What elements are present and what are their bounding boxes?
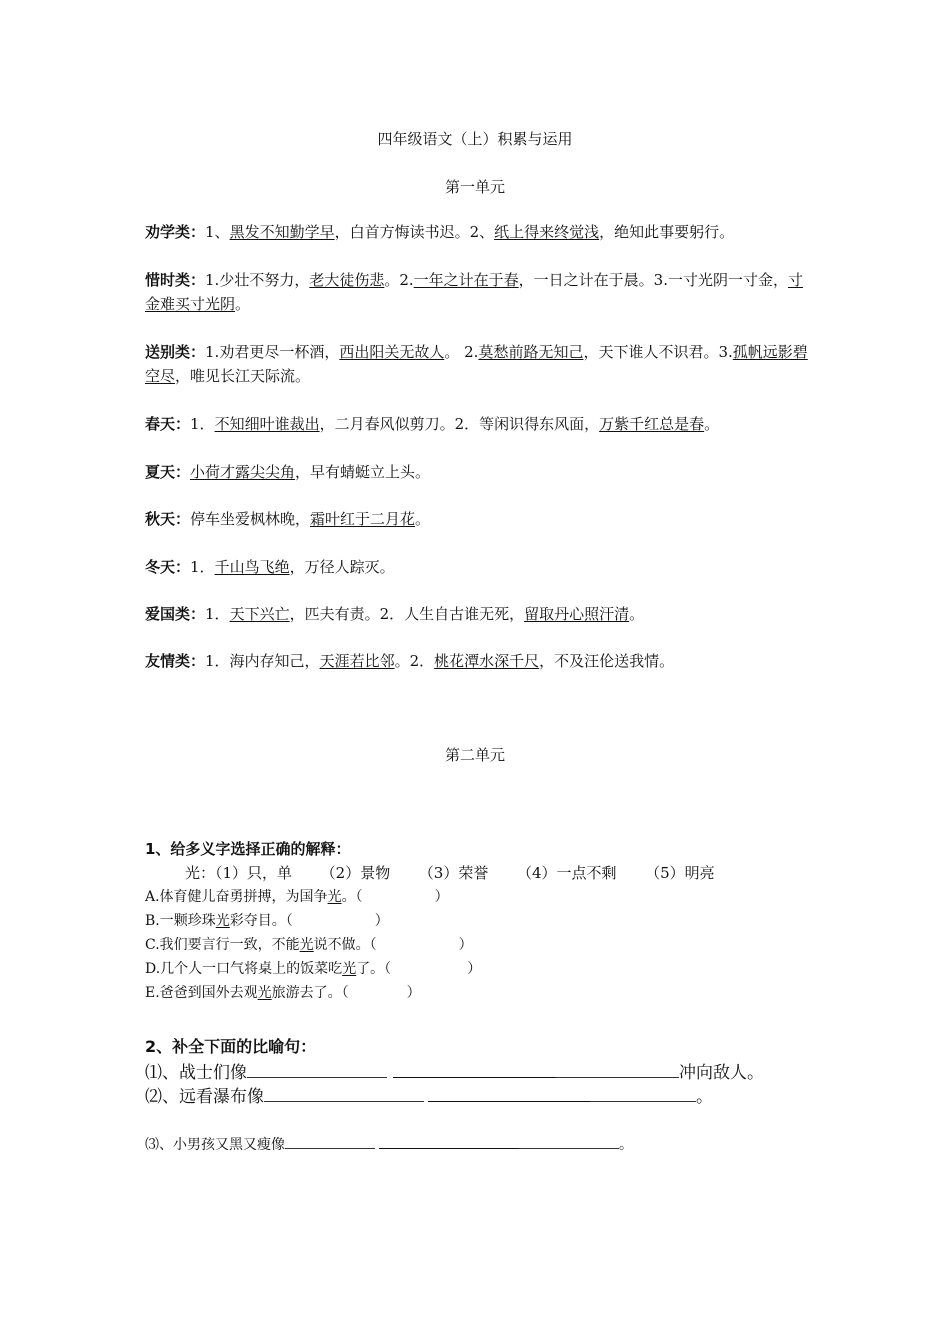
underlined-verse: 霜叶红于二月花 [310,510,416,528]
underlined-verse: 天下兴亡 [229,605,290,623]
fill-in-line[interactable] [264,1087,424,1102]
simile-ending: 。 [696,1087,713,1107]
item-text-tail: 说不做。（ [313,937,377,953]
fill-in-line[interactable] [285,1134,375,1149]
poem-category-label: 爱国类： [145,605,206,623]
key-character: 光 [215,913,230,929]
poem-category-label: 春天： [145,415,191,433]
item-text: D.几个人一口气将桌上的饭菜吃 [145,961,343,977]
verse-text: 1.劝君更尽一杯酒， [205,343,340,361]
poem-row [145,507,810,531]
poem-row [145,460,810,484]
verse-text: ，绝知此事要躬行。 [599,223,735,241]
key-character: 光 [342,961,357,977]
verse-text: 。 [629,605,645,623]
simile-item [145,1058,764,1083]
item-text: C.我们要言行一致，不能 [145,937,300,953]
underlined-verse: 寸金难买寸光阴 [145,271,804,313]
poem-row [145,602,810,626]
poem-row [145,340,810,388]
simile-item [145,1082,713,1107]
underlined-verse: 万紫千红总是春 [599,415,705,433]
underlined-verse: 莫愁前路无知己 [478,343,584,361]
poem-row [145,649,810,673]
fill-in-line[interactable] [247,1063,387,1078]
item-text: A.体育健儿奋勇拼搏，为国争 [145,889,328,905]
poem-category-label: 秋天： [145,510,191,528]
underlined-verse: 纸上得来终觉浅 [494,223,600,241]
verse-text: ，匹夫有责。2．人生自古谁无死， [289,605,525,623]
verse-text: 1.少壮不努力， [205,271,310,289]
fill-in-line[interactable] [519,1134,619,1149]
underlined-verse: 千山鸟飞绝 [214,558,290,576]
verse-text: 。 [704,415,720,433]
poem-category-label: 冬天： [145,558,191,576]
question1-item [145,958,481,980]
fill-in-line[interactable] [428,1087,590,1102]
item-text-tail: 彩夺目。（ [229,913,293,929]
item-text: B.一颗珍珠 [145,913,216,929]
simile-item [145,1134,633,1154]
key-character: 光 [299,937,314,953]
poem-category-label: 友情类： [145,652,206,670]
verse-text: 1．海内存知己， [205,652,320,670]
verse-text: 。2． [394,652,435,670]
fill-in-line[interactable] [379,1134,519,1149]
simile-prompt: ⑵、远看瀑布像 [145,1087,264,1107]
question1-item [145,982,421,1004]
closing-paren: ） [406,985,421,1001]
question1-item [145,886,449,908]
fill-in-line[interactable] [393,1063,555,1078]
underlined-verse: 西出阳关无故人 [339,343,445,361]
poem-category-label: 劝学类： [145,223,206,241]
underlined-verse: 一年之计在于春 [413,271,519,289]
verse-text: 。 2. [444,343,479,361]
poem-category-label: 夏天： [145,463,191,481]
simile-ending: 。 [619,1137,633,1153]
poem-row [145,268,810,316]
verse-text: ，不及汪伦送我情。 [539,652,675,670]
question1-options: 光：（1）只，单 （2）景物 （3）荣誉 （4）一点不剩 （5）明亮 [185,864,715,882]
underlined-verse: 不知细叶谁裁出 [214,415,320,433]
unit2-heading: 第二单元 [444,746,505,764]
verse-text: 1． [190,415,215,433]
underlined-verse: 天涯若比邻 [319,652,395,670]
verse-text: 停车坐爱枫林晚， [190,510,311,528]
verse-text: ，万径人踪灭。 [289,558,395,576]
verse-text: 。2. [384,271,414,289]
poem-category-label: 惜时类： [145,271,206,289]
closing-paren: ） [374,913,389,929]
verse-text: 1． [205,605,230,623]
question1-title: 1、给多义字选择正确的解释： [145,840,351,858]
simile-ending: 冲向敌人。 [679,1063,764,1083]
verse-text: 。 [415,510,431,528]
item-text-tail: 旅游去了。（ [271,985,349,1001]
closing-paren: ） [467,961,482,977]
underlined-verse: 老大徒伤悲 [309,271,385,289]
question2-title: 2、补全下面的比喻句： [145,1037,317,1056]
question1-item [145,934,473,956]
verse-text: ，天下谁人不识君。3. [583,343,733,361]
key-character: 光 [327,889,342,905]
item-text-tail: 了。（ [356,961,392,977]
verse-text: ，一日之计在于晨。3.一寸光阴一寸金， [518,271,788,289]
closing-paren: ） [434,889,449,905]
underlined-verse: 留取丹心照汗清 [524,605,630,623]
verse-text: ，二月春风似剪刀。2．等闲识得东风面， [319,415,600,433]
poem-category-label: 送别类： [145,343,206,361]
verse-text: ，唯见长江天际流。 [175,367,311,385]
verse-text: 1、 [205,223,230,241]
closing-paren: ） [458,937,473,953]
simile-prompt: ⑴、战士们像 [145,1063,247,1083]
verse-text: ，早有蜻蜓立上头。 [295,463,431,481]
verse-text: 。 [235,295,251,313]
fill-in-line[interactable] [590,1087,696,1102]
item-text-tail: 。（ [341,889,363,905]
document-title: 四年级语文（上）积累与运用 [377,130,573,148]
verse-text: 1． [190,558,215,576]
underlined-verse: 孤帆远影碧空尽 [145,343,808,385]
poem-row [145,412,810,436]
underlined-verse: 小荷才露尖尖角 [190,463,296,481]
underlined-verse: 桃花潭水深千尺 [434,652,540,670]
poem-row [145,220,810,244]
item-text: E.爸爸到国外去观 [145,985,258,1001]
verse-text: ，白首方悔读书迟。2、 [334,223,495,241]
poem-row [145,555,810,579]
key-character: 光 [257,985,272,1001]
unit1-heading: 第一单元 [444,178,505,196]
simile-prompt: ⑶、小男孩又黑又瘦像 [145,1137,285,1153]
question1-item [145,910,389,932]
fill-in-line[interactable] [555,1063,679,1078]
underlined-verse: 黑发不知勤学早 [229,223,335,241]
